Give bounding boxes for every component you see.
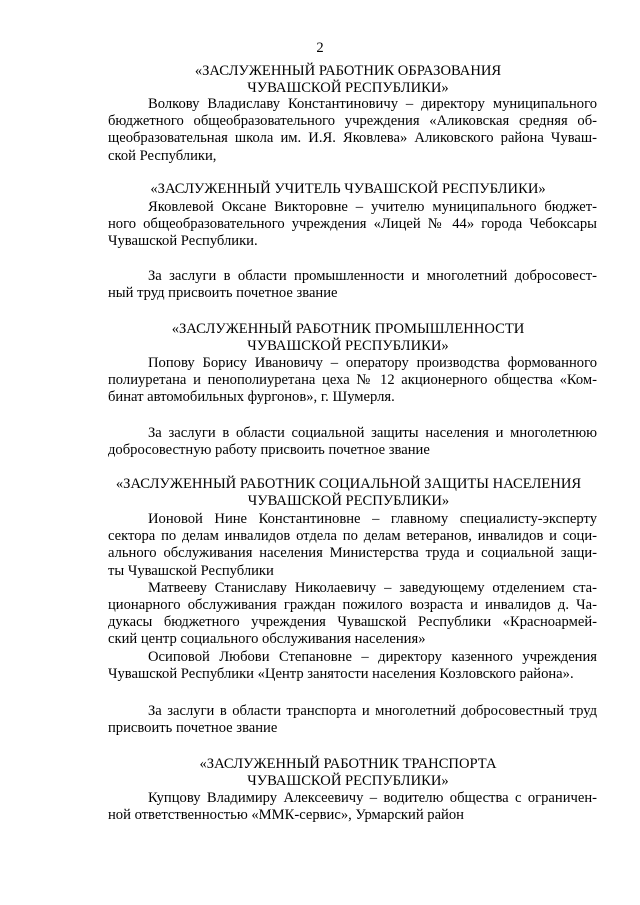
awardee-volkov bbox=[108, 96, 597, 165]
intro-transport bbox=[108, 703, 597, 737]
paragraph-line: Матвееву Станиславу Николаевичу – заведующему отделением ста- bbox=[148, 579, 597, 596]
title-line: «ЗАСЛУЖЕННЫЙ УЧИТЕЛЬ ЧУВАШСКОЙ РЕСПУБЛИКИ» bbox=[150, 181, 546, 197]
title-line: ЧУВАШСКОЙ РЕСПУБЛИКИ» bbox=[247, 773, 449, 790]
paragraph-line: ский центр социального обслуживания населения» bbox=[108, 631, 426, 648]
paragraph-line: Ионовой Нине Константиновне – главному специалисту-эксперту bbox=[148, 511, 597, 527]
paragraph-line: ционарного обслуживания граждан пожилого возраста и инвалидов д. Ча- bbox=[108, 597, 597, 614]
title-honored-teacher bbox=[100, 181, 596, 198]
paragraph-line: сектора по делам инвалидов отдела по делам ветеранов, инвалидов и соци- bbox=[108, 528, 597, 545]
awardee-popov bbox=[108, 355, 597, 407]
awardee-kuptsov bbox=[108, 790, 597, 824]
paragraph-line: За заслуги в области транспорта и многолетний добросовестный труд bbox=[148, 703, 597, 719]
paragraph-line: Купцову Владимиру Алексеевичу – водителю общества с ограничен- bbox=[148, 790, 597, 806]
title-line: «ЗАСЛУЖЕННЫЙ РАБОТНИК ОБРАЗОВАНИЯ bbox=[194, 63, 502, 79]
paragraph-line: За заслуги в области социальной защиты населения и многолетнюю bbox=[148, 425, 597, 441]
paragraph-line: Попову Борису Ивановичу – оператору производства формованного bbox=[148, 355, 597, 371]
intro-social-protection bbox=[108, 425, 597, 459]
title-line: ЧУВАШСКОЙ РЕСПУБЛИКИ» bbox=[247, 80, 449, 97]
title-transport-worker bbox=[100, 756, 596, 790]
paragraph-line: Яковлевой Оксане Викторовне – учителю муниципального бюджет- bbox=[148, 199, 597, 215]
title-education-worker bbox=[100, 63, 596, 97]
title-industry-worker bbox=[100, 321, 596, 355]
paragraph-line: дукасы бюджетного учреждения Чувашской Республики «Красноармей- bbox=[108, 614, 597, 631]
paragraph-line: присвоить почетное звание bbox=[108, 720, 278, 737]
paragraph-line: Волкову Владиславу Константиновичу – директору муниципального bbox=[148, 96, 597, 112]
title-social-protection-worker bbox=[96, 476, 601, 510]
paragraph-line: Осиповой Любови Степановне – директору казенного учреждения bbox=[148, 648, 597, 665]
paragraph-line: Чувашской Республики. bbox=[108, 233, 258, 250]
title-line: «ЗАСЛУЖЕННЫЙ РАБОТНИК ТРАНСПОРТА bbox=[199, 756, 497, 772]
paragraph-line: ты Чувашской Республики bbox=[108, 562, 274, 579]
paragraph-line: ный труд присвоить почетное звание bbox=[108, 285, 338, 302]
paragraph-line: Чувашской Республики «Центр занятости населения Козловского района». bbox=[108, 665, 574, 682]
title-line: ЧУВАШСКОЙ РЕСПУБЛИКИ» bbox=[247, 338, 449, 355]
awardees-social-protection bbox=[108, 511, 597, 683]
paragraph-line: За заслуги в области промышленности и многолетний добросовест- bbox=[148, 268, 597, 284]
page-number: 2 bbox=[316, 40, 324, 56]
paragraph-line: добросовестную работу присвоить почетное звание bbox=[108, 442, 430, 459]
paragraph-line: бинат автомобильных фургонов», г. Шумерля. bbox=[108, 389, 395, 406]
title-line: ЧУВАШСКОЙ РЕСПУБЛИКИ» bbox=[247, 493, 450, 510]
awardee-yakovleva bbox=[108, 199, 597, 251]
paragraph-line: ального обслуживания населения Министерства труда и социальной защи- bbox=[108, 545, 597, 562]
paragraph-line: ного общеобразовательного учреждения «Лицей № 44» города Чебоксары bbox=[108, 216, 597, 233]
paragraph-line: бюджетного общеобразовательного учреждения «Аликовская средняя об- bbox=[108, 113, 597, 130]
title-line: «ЗАСЛУЖЕННЫЙ РАБОТНИК ПРОМЫШЛЕННОСТИ bbox=[171, 321, 525, 337]
paragraph-line: ской Республики, bbox=[108, 147, 217, 164]
title-line: «ЗАСЛУЖЕННЫЙ РАБОТНИК СОЦИАЛЬНОЙ ЗАЩИТЫ НАСЕЛЕНИЯ bbox=[115, 476, 582, 492]
intro-industry bbox=[108, 268, 597, 302]
paragraph-line: щеобразовательная школа им. И.Я. Яковлева» Аликовского района Чуваш- bbox=[108, 130, 597, 147]
paragraph-line: ной ответственностью «ММК-сервис», Урмарский район bbox=[108, 807, 464, 824]
paragraph-line: полиуретана и пенополиуретана цеха № 12 акционерного общества «Ком- bbox=[108, 372, 597, 389]
